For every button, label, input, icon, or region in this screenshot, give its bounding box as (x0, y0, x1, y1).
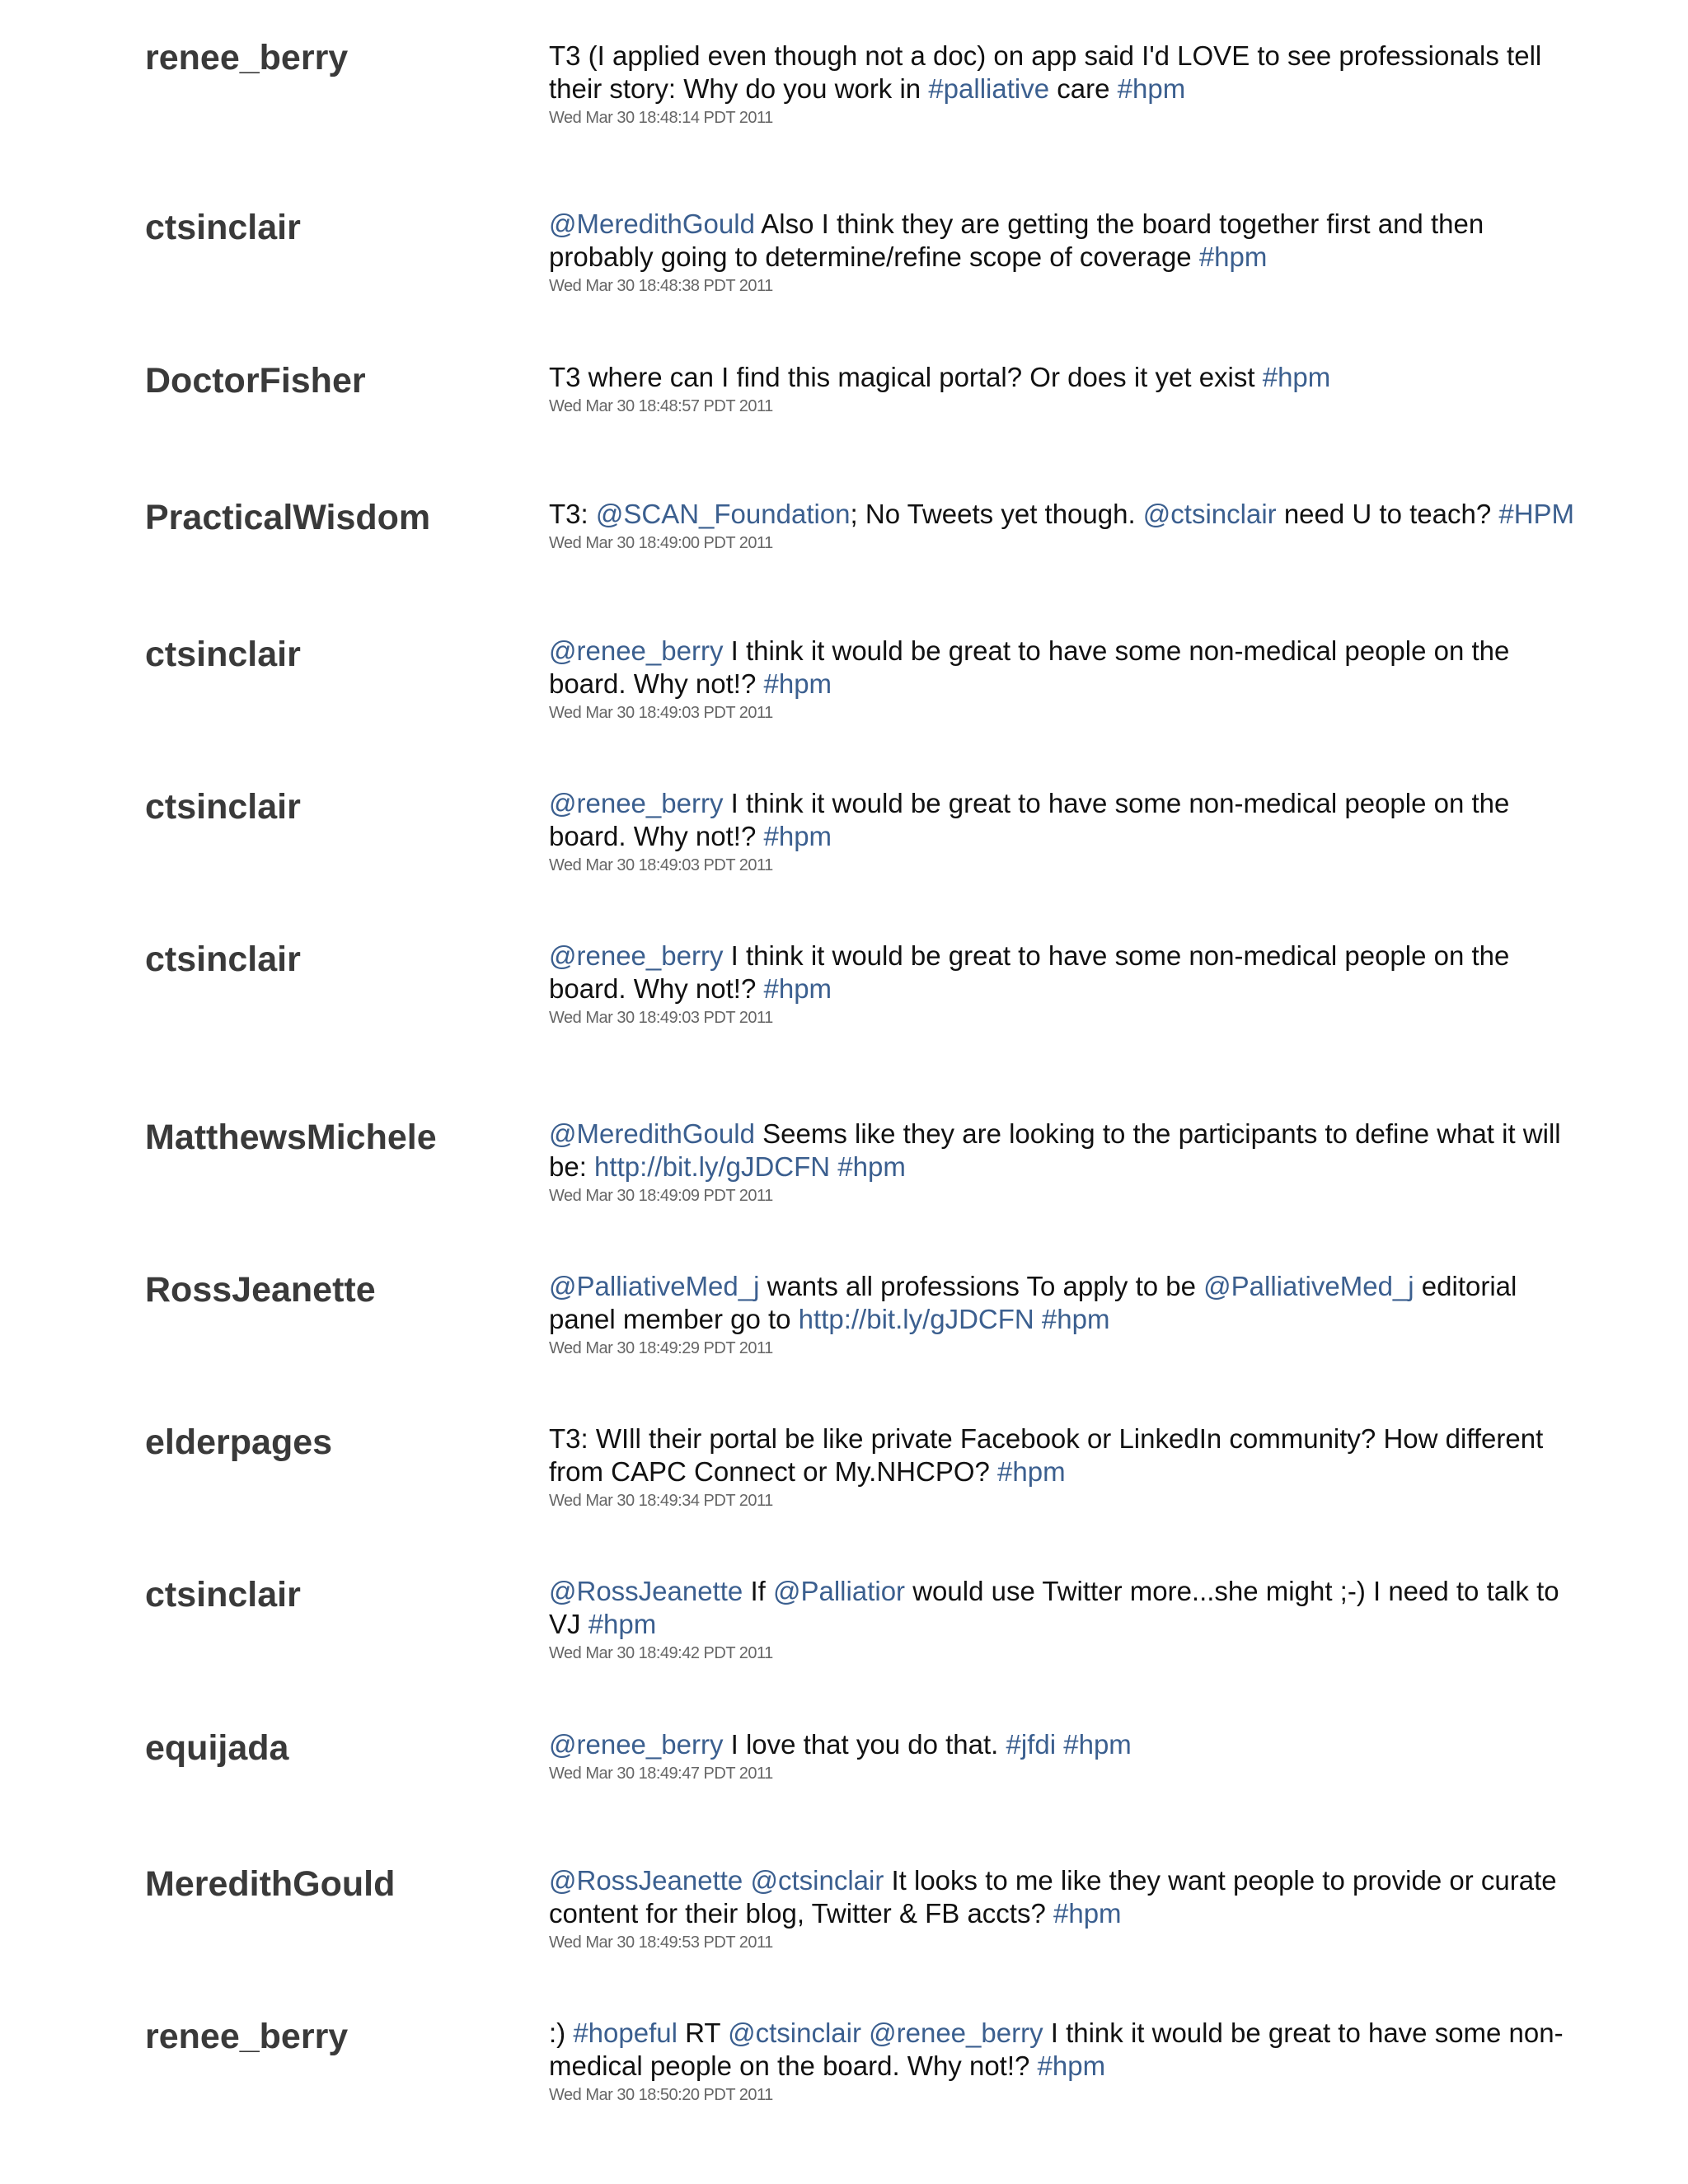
tweet-body (549, 361, 1571, 417)
tweet-username[interactable]: MeredithGould (145, 1864, 396, 1904)
tweet-text: need U to teach? (1276, 499, 1499, 529)
tweet-timestamp: Wed Mar 30 18:49:34 PDT 2011 (549, 1492, 773, 1510)
tweet-body (549, 208, 1571, 297)
mention-link[interactable]: @ctsinclair (728, 2018, 861, 2048)
tweet-text-line (549, 1455, 1571, 1488)
tweet-text: I think it would be great to have some non-medical people on the (723, 788, 1510, 818)
tweet-text (830, 1151, 837, 1182)
tweet-text: Seems like they are looking to the participants to define what it will (754, 1118, 1561, 1149)
url-link[interactable]: http://bit.ly/gJDCFN (798, 1304, 1034, 1334)
tweet-text: T3: WIll their portal be like private Facebook or LinkedIn community? How different (549, 1423, 1544, 1454)
hashtag-link[interactable]: #hpm (1262, 362, 1331, 392)
tweet-text-line (549, 241, 1571, 274)
mention-link[interactable]: @PalliativeMed_j (549, 1271, 760, 1301)
mention-link[interactable]: @ctsinclair (1142, 499, 1277, 529)
tweet-text-line (549, 1864, 1571, 1897)
tweet-text-line (549, 972, 1571, 1005)
hashtag-link[interactable]: #hpm (1041, 1304, 1110, 1334)
tweet-body (549, 1118, 1571, 1207)
hashtag-link[interactable]: #hpm (997, 1456, 1066, 1487)
tweet-timestamp: Wed Mar 30 18:49:03 PDT 2011 (549, 1009, 773, 1027)
tweet-text-line (549, 208, 1571, 241)
tweet-text: I think it would be great to have some non-medical people on the (723, 635, 1510, 666)
hashtag-link[interactable]: #hpm (1117, 73, 1186, 104)
tweet-body (549, 1728, 1571, 1784)
tweet-text: would use Twitter more...she might ;-) I need to talk to (905, 1576, 1559, 1606)
mention-link[interactable]: @renee_berry (549, 1729, 724, 1760)
tweet-username[interactable]: ctsinclair (145, 635, 301, 674)
tweet-timestamp: Wed Mar 30 18:49:00 PDT 2011 (549, 534, 773, 552)
tweet-text: ; No Tweets yet though. (850, 499, 1143, 529)
hashtag-link[interactable]: #hpm (1198, 241, 1268, 272)
hashtag-link[interactable]: #hpm (1053, 1898, 1122, 1929)
tweet-body (549, 1864, 1571, 1953)
tweet-text: If (743, 1576, 773, 1606)
tweet-username[interactable]: PracticalWisdom (145, 498, 431, 537)
tweet-body (549, 40, 1571, 129)
tweet-text: I think it would be great to have some non-medical people on the (723, 940, 1510, 971)
tweet-username[interactable]: ctsinclair (145, 940, 301, 979)
tweet-text: I think it would be great to have some non- (1043, 2018, 1564, 2048)
tweet-text: be: (549, 1151, 595, 1182)
tweet-text-line (549, 1151, 1571, 1183)
tweet-text-line (549, 40, 1571, 73)
mention-link[interactable]: @renee_berry (549, 940, 724, 971)
mention-link[interactable]: @PalliativeMed_j (1203, 1271, 1414, 1301)
tweet-body (549, 2017, 1571, 2106)
tweet-text-line (549, 635, 1571, 668)
tweet-text: It looks to me like they want people to provide or curate (884, 1865, 1557, 1896)
tweet-text-line (549, 498, 1575, 531)
tweet-text: board. Why not!? (549, 821, 764, 851)
tweet-username[interactable]: DoctorFisher (145, 361, 366, 401)
tweet-timestamp: Wed Mar 30 18:48:57 PDT 2011 (549, 397, 773, 415)
tweet-text-line (549, 1270, 1571, 1303)
tweet-body (549, 1575, 1571, 1664)
tweet-text: board. Why not!? (549, 668, 764, 699)
tweet-timestamp: Wed Mar 30 18:48:38 PDT 2011 (549, 277, 773, 295)
tweet-text: wants all professions To apply to be (759, 1271, 1204, 1301)
tweet-timestamp: Wed Mar 30 18:49:09 PDT 2011 (549, 1187, 773, 1205)
hashtag-link[interactable]: #hpm (1037, 2050, 1106, 2081)
tweet-username[interactable]: ctsinclair (145, 787, 301, 827)
tweet-text-line (549, 1608, 1571, 1641)
tweet-text (1056, 1729, 1063, 1760)
tweet-text-line (549, 787, 1571, 820)
tweet-text (861, 2018, 869, 2048)
tweet-timestamp: Wed Mar 30 18:50:20 PDT 2011 (549, 2086, 773, 2104)
tweet-username[interactable]: renee_berry (145, 2017, 349, 2056)
tweet-text: T3 where can I find this magical portal? Or does it yet exist (549, 362, 1263, 392)
tweet-text-line (549, 73, 1571, 105)
tweet-text-line (549, 820, 1571, 853)
tweet-text: care (1049, 73, 1118, 104)
mention-link[interactable]: @MeredithGould (549, 209, 755, 239)
tweet-username[interactable]: elderpages (145, 1422, 333, 1462)
tweet-text: Also I think they are getting the board together first and then (754, 209, 1484, 239)
mention-link[interactable]: @Palliatior (772, 1576, 906, 1606)
tweet-text-line (549, 361, 1571, 394)
tweet-body (549, 635, 1571, 724)
tweet-text: T3 (I applied even though not a doc) on app said I'd LOVE to see professionals tell (549, 40, 1542, 71)
hashtag-link[interactable]: #hpm (1063, 1729, 1132, 1760)
tweet-text: :) (549, 2018, 574, 2048)
tweet-timestamp: Wed Mar 30 18:48:14 PDT 2011 (549, 109, 773, 127)
tweet-text: RT (677, 2018, 729, 2048)
mention-link[interactable]: @SCAN_Foundation (595, 499, 851, 529)
mention-link[interactable]: @RossJeanette (549, 1576, 743, 1606)
tweet-text: medical people on the board. Why not!? (549, 2050, 1038, 2081)
mention-link[interactable]: @renee_berry (549, 788, 724, 818)
tweet-text: VJ (549, 1609, 588, 1639)
tweet-body (549, 940, 1571, 1029)
tweet-text-line (549, 1422, 1571, 1455)
tweet-text: panel member go to (549, 1304, 799, 1334)
hashtag-link[interactable]: #hpm (588, 1609, 657, 1639)
mention-link[interactable]: @renee_berry (869, 2018, 1043, 2048)
hashtag-link[interactable]: #hpm (763, 973, 832, 1004)
hashtag-link[interactable]: #HPM (1498, 499, 1575, 529)
tweet-text-line (549, 1575, 1571, 1608)
tweet-timestamp: Wed Mar 30 18:49:47 PDT 2011 (549, 1765, 773, 1783)
tweet-username[interactable]: ctsinclair (145, 208, 301, 247)
tweet-text-line (549, 1897, 1571, 1930)
tweet-username[interactable]: ctsinclair (145, 1575, 301, 1615)
tweet-text: I love that you do that. (723, 1729, 1006, 1760)
tweet-text-line (549, 1118, 1571, 1151)
tweet-timestamp: Wed Mar 30 18:49:03 PDT 2011 (549, 704, 773, 722)
tweet-timestamp: Wed Mar 30 18:49:29 PDT 2011 (549, 1339, 773, 1357)
tweet-text (1034, 1304, 1042, 1334)
mention-link[interactable]: @ctsinclair (750, 1865, 884, 1896)
tweet-text: editorial (1414, 1271, 1517, 1301)
mention-link[interactable]: @MeredithGould (549, 1118, 755, 1149)
tweet-text: T3: (549, 499, 596, 529)
tweet-body (549, 498, 1575, 554)
url-link[interactable]: http://bit.ly/gJDCFN (594, 1151, 831, 1182)
tweet-text: their story: Why do you work in (549, 73, 929, 104)
tweet-text-line (549, 1303, 1571, 1336)
tweet-text: content for their blog, Twitter & FB accts? (549, 1898, 1053, 1929)
hashtag-link[interactable]: #hopeful (573, 2018, 678, 2048)
tweet-text-line (549, 2017, 1571, 2050)
mention-link[interactable]: @renee_berry (549, 635, 724, 666)
tweet-text: from CAPC Connect or My.NHCPO? (549, 1456, 998, 1487)
hashtag-link[interactable]: #jfdi (1006, 1729, 1057, 1760)
tweet-text-line (549, 940, 1571, 972)
tweet-text: board. Why not!? (549, 973, 764, 1004)
hashtag-link[interactable]: #hpm (837, 1151, 906, 1182)
hashtag-link[interactable]: #hpm (763, 668, 832, 699)
tweet-text-line (549, 1728, 1571, 1761)
tweet-text-line (549, 668, 1571, 701)
tweet-username[interactable]: MatthewsMichele (145, 1118, 437, 1157)
tweet-username[interactable]: renee_berry (145, 38, 349, 77)
tweet-timestamp: Wed Mar 30 18:49:53 PDT 2011 (549, 1933, 773, 1952)
tweet-body (549, 1422, 1571, 1511)
tweet-body (549, 787, 1571, 876)
tweet-text-line (549, 2050, 1571, 2083)
tweet-username[interactable]: RossJeanette (145, 1270, 376, 1310)
tweet-timestamp: Wed Mar 30 18:49:42 PDT 2011 (549, 1644, 773, 1662)
tweet-body (549, 1270, 1571, 1359)
tweet-timestamp: Wed Mar 30 18:49:03 PDT 2011 (549, 856, 773, 874)
tweet-text: probably going to determine/refine scope of coverage (549, 241, 1199, 272)
hashtag-link[interactable]: #palliative (928, 73, 1050, 104)
mention-link[interactable]: @RossJeanette (549, 1865, 743, 1896)
tweet-username[interactable]: equijada (145, 1728, 289, 1768)
hashtag-link[interactable]: #hpm (763, 821, 832, 851)
